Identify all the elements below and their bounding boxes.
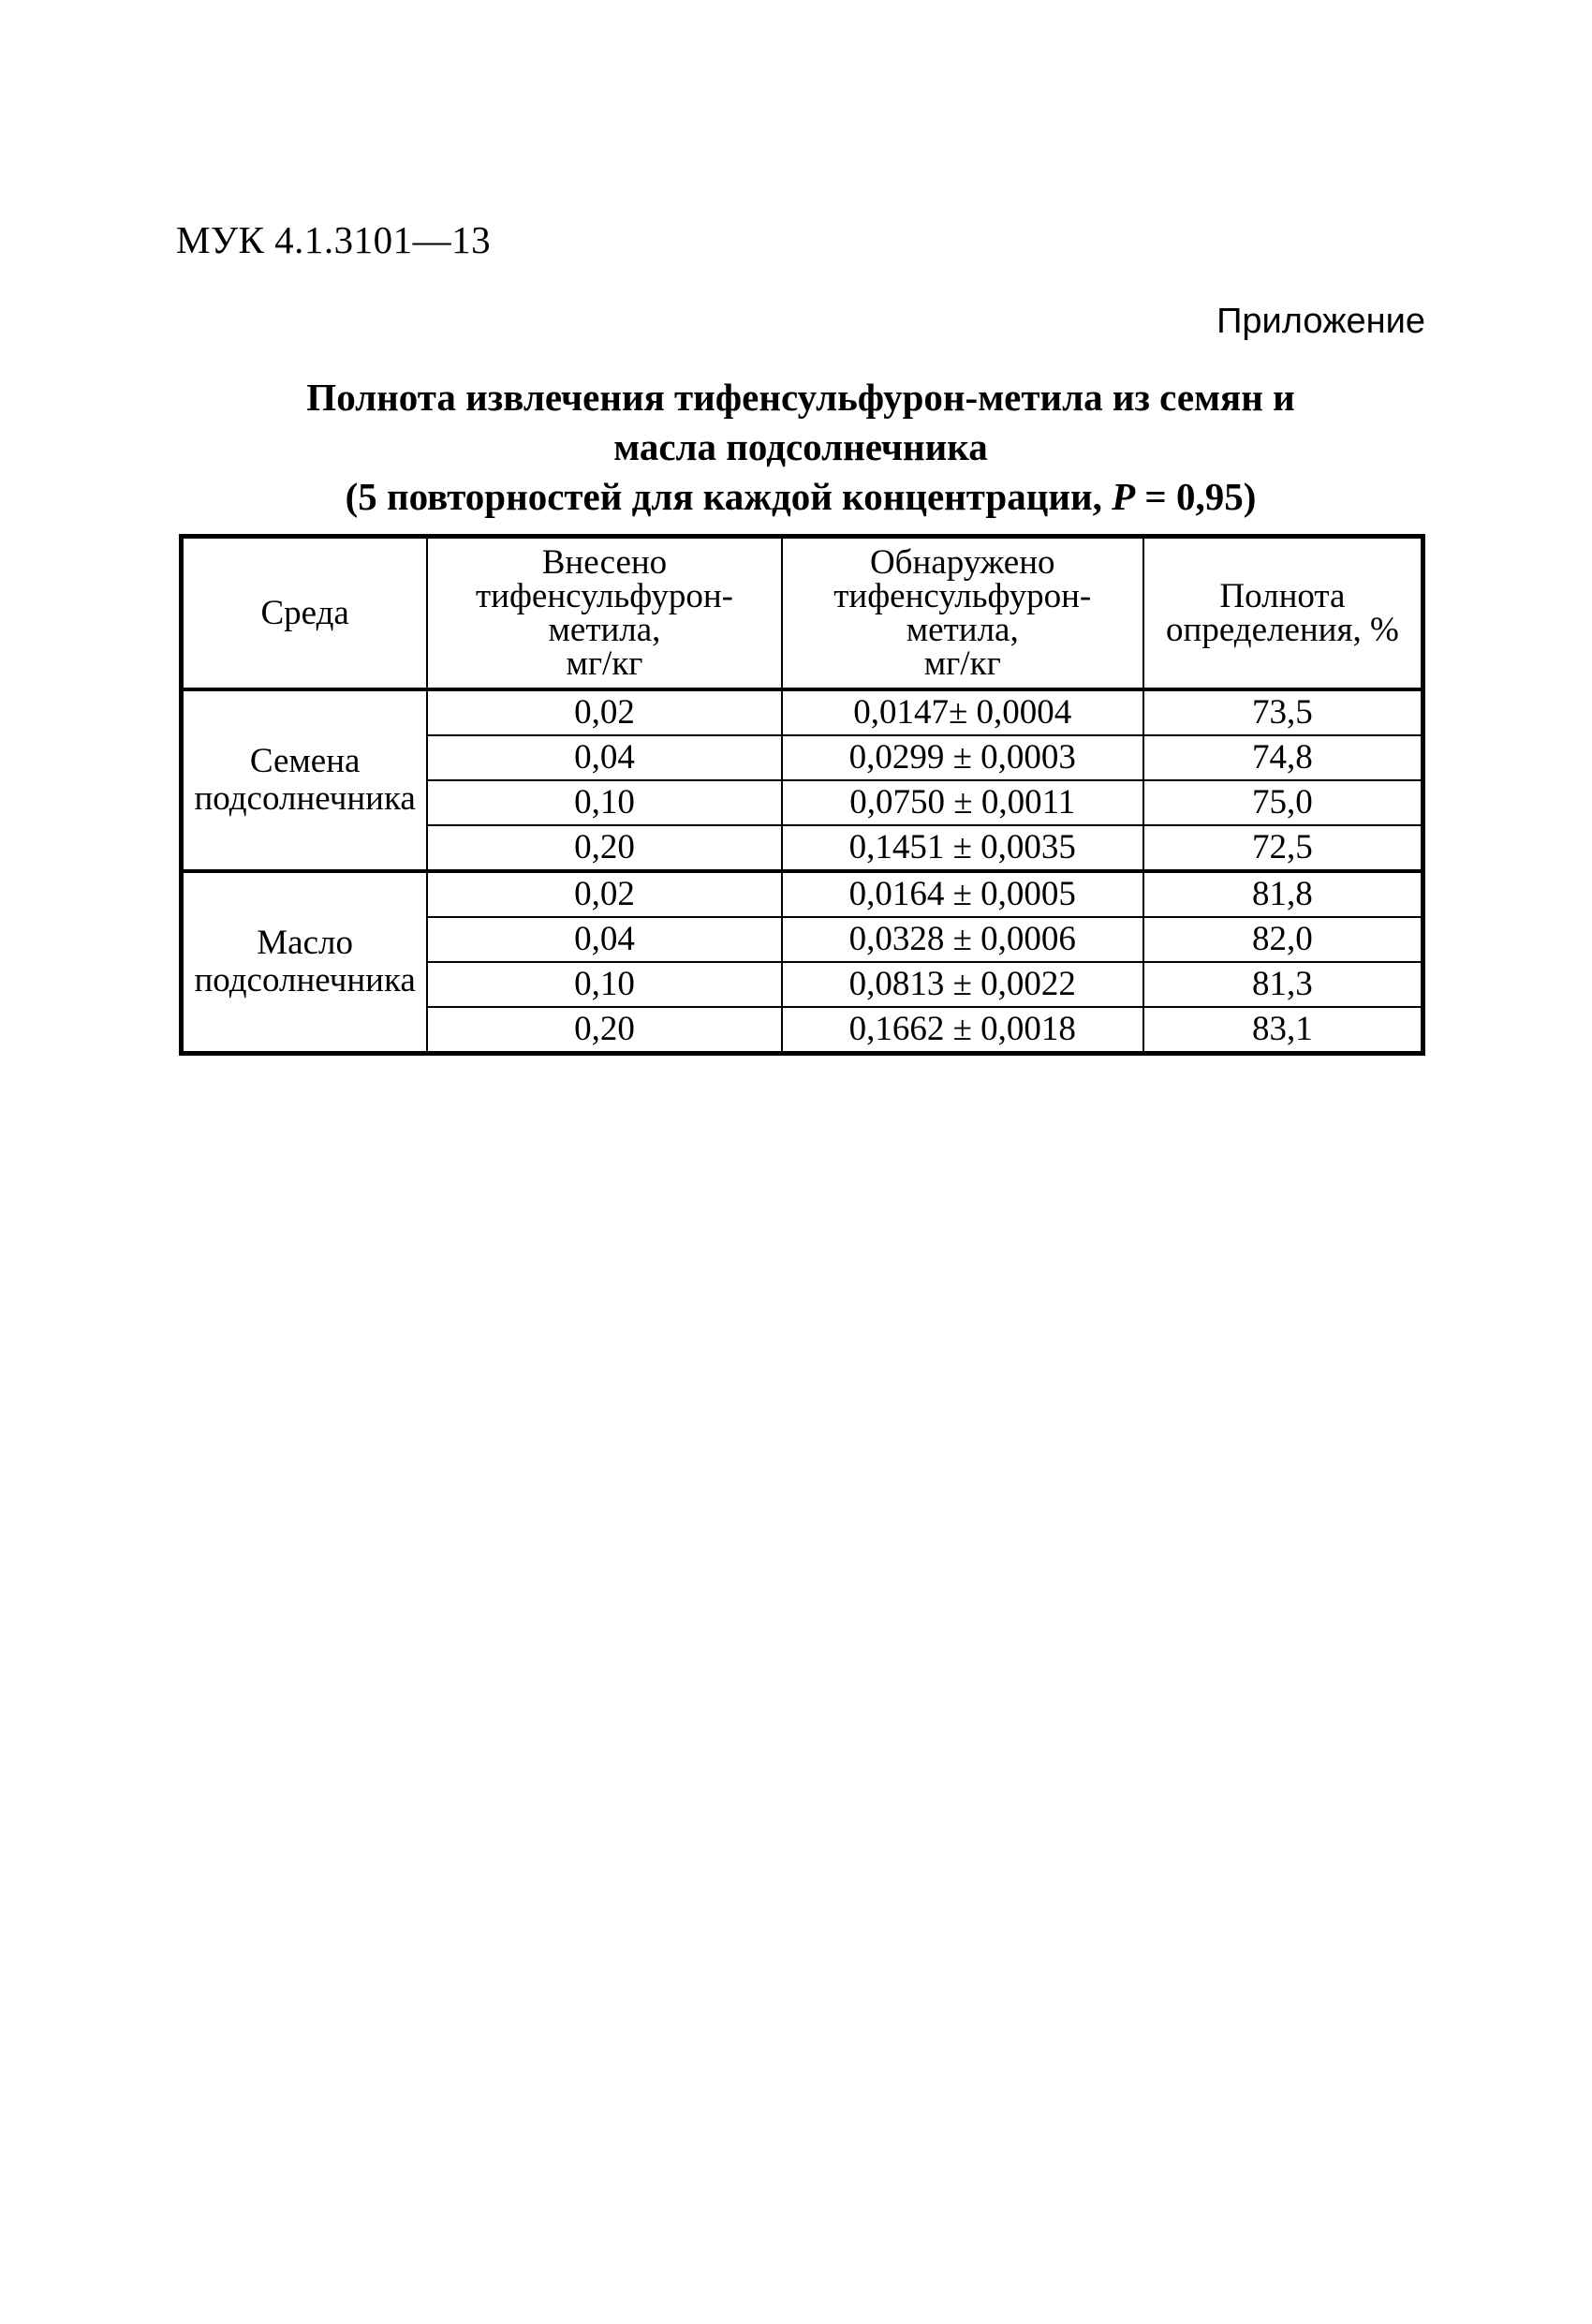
header-added: Внесено тифенсульфурон- метила, мг/кг (427, 537, 781, 690)
found-cell: 0,0299 ± 0,0003 (782, 735, 1143, 780)
appendix-label: Приложение (1216, 302, 1425, 341)
header-found: Обнаружено тифенсульфурон- метила, мг/кг (782, 537, 1143, 690)
table-row (182, 689, 1423, 735)
found-cell: 0,0750 ± 0,0011 (782, 780, 1143, 825)
table-title (178, 373, 1423, 522)
added-cell: 0,20 (427, 1007, 781, 1054)
found-cell: 0,0147± 0,0004 (782, 689, 1143, 735)
recovery-table (179, 534, 1425, 1056)
added-cell: 0,10 (427, 780, 781, 825)
title-line-1: Полнота извлечения тифенсульфурон-метила из семян и (306, 376, 1295, 419)
found-cell: 0,1451 ± 0,0035 (782, 825, 1143, 871)
recovery-cell: 74,8 (1143, 735, 1423, 780)
title-probability-symbol: P (1112, 475, 1136, 518)
added-cell: 0,04 (427, 917, 781, 962)
recovery-cell: 81,3 (1143, 962, 1423, 1007)
title-line-3-prefix: (5 повторностей для каждой концентрации, (345, 475, 1113, 518)
recovery-cell: 82,0 (1143, 917, 1423, 962)
recovery-cell: 81,8 (1143, 871, 1423, 917)
recovery-cell: 73,5 (1143, 689, 1423, 735)
added-cell: 0,20 (427, 825, 781, 871)
added-cell: 0,04 (427, 735, 781, 780)
title-line-3-suffix: = 0,95) (1135, 475, 1257, 518)
medium-cell-seeds: Семена подсолнечника (182, 689, 428, 871)
added-cell: 0,02 (427, 689, 781, 735)
header-recovery: Полнота определения, % (1143, 537, 1423, 690)
table-row (182, 871, 1423, 917)
title-line-2: масла подсолнечника (613, 425, 988, 468)
found-cell: 0,0328 ± 0,0006 (782, 917, 1143, 962)
medium-cell-oil: Масло подсолнечника (182, 871, 428, 1054)
recovery-cell: 83,1 (1143, 1007, 1423, 1054)
found-cell: 0,0164 ± 0,0005 (782, 871, 1143, 917)
added-cell: 0,10 (427, 962, 781, 1007)
title-line-3 (178, 472, 1423, 522)
header-medium: Среда (182, 537, 428, 690)
added-cell: 0,02 (427, 871, 781, 917)
recovery-cell: 75,0 (1143, 780, 1423, 825)
found-cell: 0,1662 ± 0,0018 (782, 1007, 1143, 1054)
found-cell: 0,0813 ± 0,0022 (782, 962, 1143, 1007)
recovery-cell: 72,5 (1143, 825, 1423, 871)
header-row (182, 537, 1423, 690)
document-code: МУК 4.1.3101—13 (176, 218, 492, 261)
